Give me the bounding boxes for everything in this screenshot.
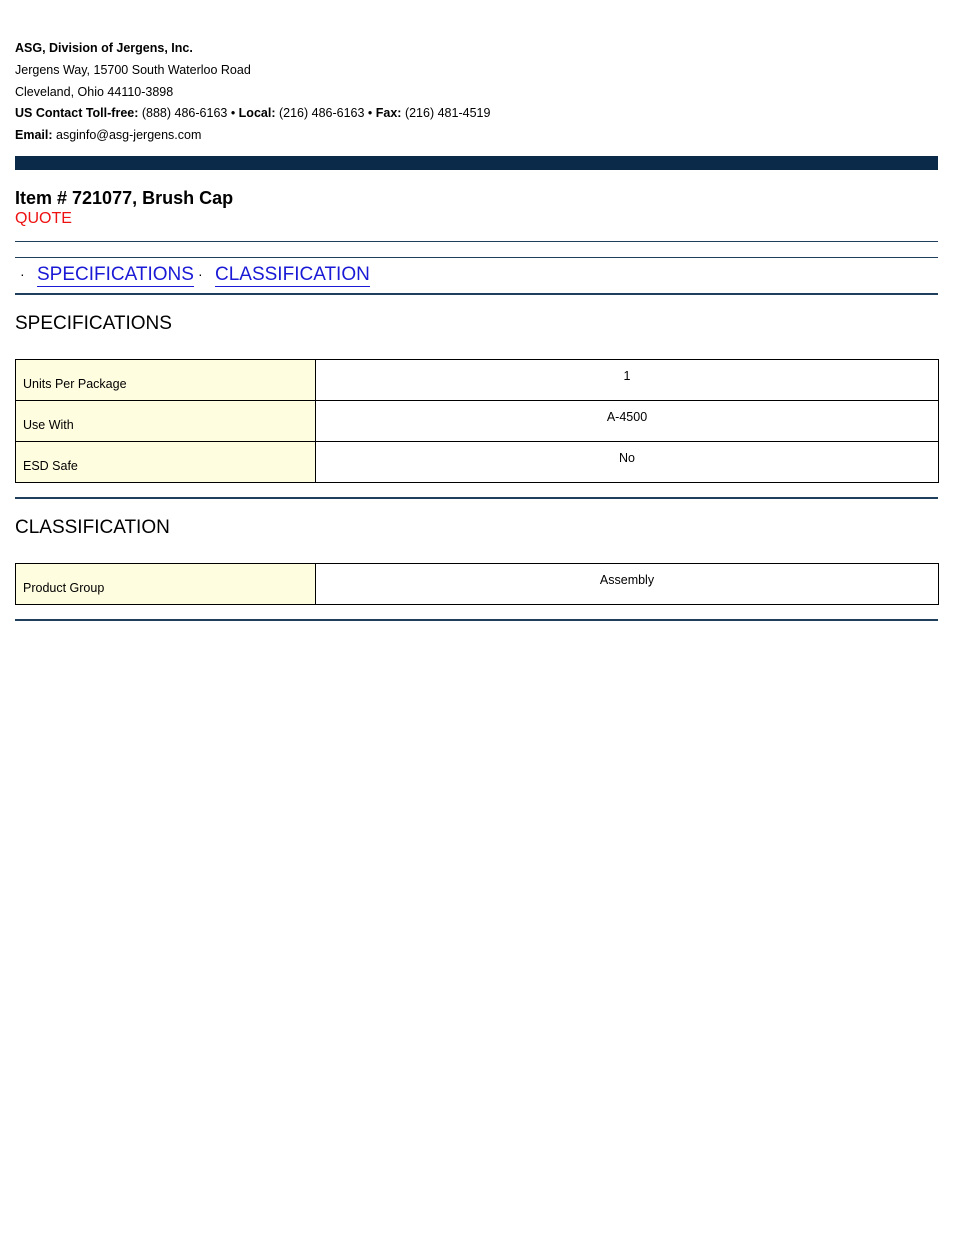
table-row <box>16 563 939 604</box>
table-row <box>16 441 939 482</box>
header-divider-bar <box>15 156 938 170</box>
spec-label: Use With <box>16 400 316 441</box>
spec-value: A-4500 <box>316 400 939 441</box>
item-title: Item # 721077, Brush Cap <box>15 187 234 208</box>
spec-value: 1 <box>316 359 939 400</box>
table-row <box>16 400 939 441</box>
fax-label: Fax: <box>375 106 402 121</box>
company-address-line-1: Jergens Way, 15700 South Waterloo Road <box>15 62 251 77</box>
nav-separator: · <box>198 265 203 282</box>
table-row <box>16 359 939 400</box>
section-divider <box>15 619 938 621</box>
email-label: Email: <box>15 128 53 143</box>
company-phone-line <box>15 103 938 125</box>
section-nav <box>15 258 938 293</box>
quote-label: QUOTE <box>15 209 72 227</box>
nav-separator: · <box>20 265 25 282</box>
spec-label: ESD Safe <box>16 441 316 482</box>
company-email-line <box>15 125 938 147</box>
spec-label: Units Per Package <box>16 359 316 400</box>
specifications-heading: SPECIFICATIONS <box>15 312 172 334</box>
section-divider <box>15 497 938 499</box>
classification-heading: CLASSIFICATION <box>15 516 170 538</box>
company-name: ASG, Division of Jergens, Inc. <box>15 41 193 55</box>
spec-value: No <box>316 441 939 482</box>
tollfree-value: (888) 486-6163 • <box>138 106 239 121</box>
company-address-line-2: Cleveland, Ohio 44110-3898 <box>15 84 174 99</box>
product-page <box>15 0 938 621</box>
classification-label: Product Group <box>16 563 316 604</box>
fax-value: (216) 481-4519 <box>401 106 491 121</box>
company-info <box>15 0 938 147</box>
local-label: Local: <box>238 106 276 121</box>
nav-bottom-rule <box>15 293 938 295</box>
specifications-link[interactable]: SPECIFICATIONS <box>37 263 194 285</box>
specifications-table <box>15 359 939 483</box>
divider-rule <box>15 241 938 242</box>
classification-table <box>15 563 939 605</box>
email-value: asginfo@asg-jergens.com <box>52 128 202 143</box>
classification-value: Assembly <box>316 563 939 604</box>
classification-link[interactable]: CLASSIFICATION <box>215 263 370 285</box>
local-value: (216) 486-6163 • <box>275 106 376 121</box>
tollfree-label: US Contact Toll-free: <box>15 106 139 121</box>
